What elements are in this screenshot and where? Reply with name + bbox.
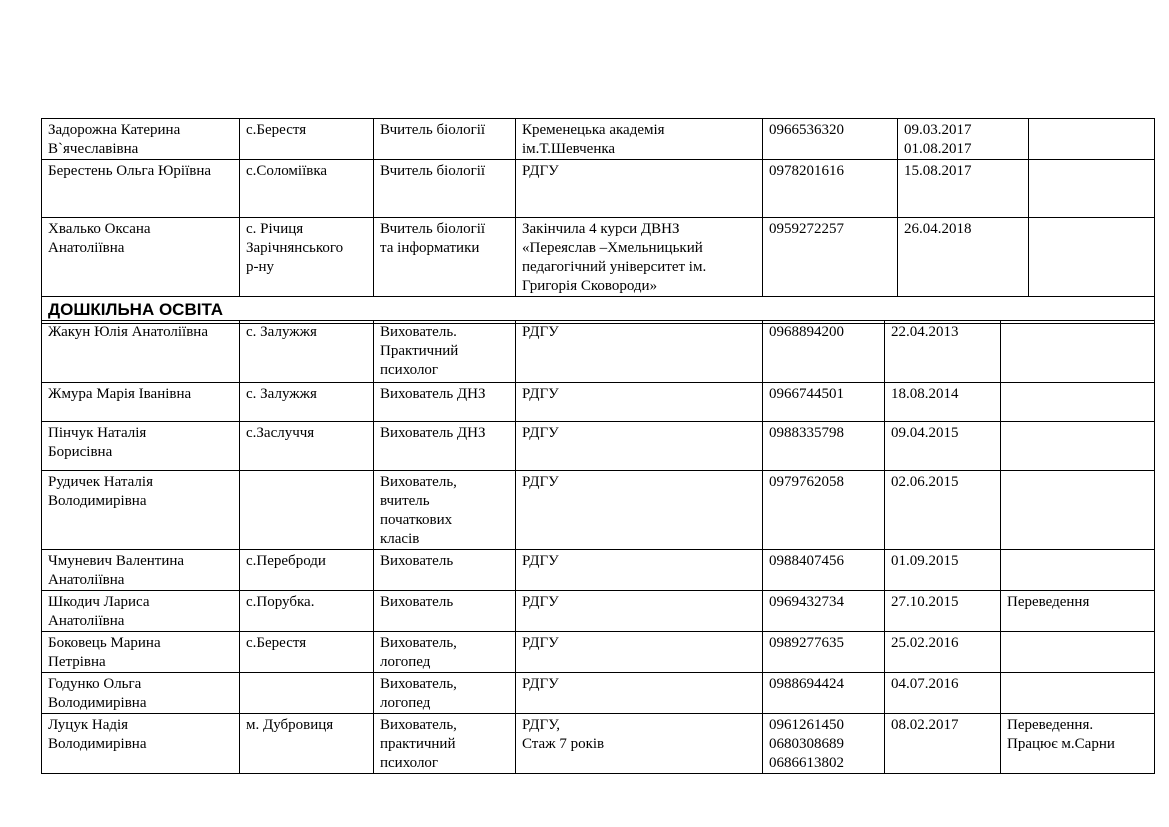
- table-cell: Вихователь, практичний психолог: [374, 714, 516, 774]
- table-cell: с. Річиця Зарічнянського р-ну: [240, 218, 374, 297]
- table-cell: [1001, 321, 1155, 383]
- table-cell: 0978201616: [763, 160, 898, 218]
- table-cell: Вчитель біології та інформатики: [374, 218, 516, 297]
- table-cell: Рудичек Наталія Володимирівна: [42, 471, 240, 550]
- table-cell: Пінчук Наталія Борисівна: [42, 422, 240, 471]
- table-cell: 0969432734: [763, 591, 885, 632]
- section-title: ДОШКІЛЬНА ОСВІТА: [42, 297, 1155, 324]
- table-cell: с. Залужжя: [240, 383, 374, 422]
- table-cell: 0988335798: [763, 422, 885, 471]
- table-cell: Вихователь, логопед: [374, 632, 516, 673]
- table-cell: Кременецька академія ім.Т.Шевченка: [516, 119, 763, 160]
- table-row: [42, 383, 1155, 422]
- table-cell: 25.02.2016: [885, 632, 1001, 673]
- table-cell: [1029, 218, 1155, 297]
- table-cell: 09.04.2015: [885, 422, 1001, 471]
- table-cell: с. Залужжя: [240, 321, 374, 383]
- table-cell: 0988694424: [763, 673, 885, 714]
- table-cell: Переведення: [1001, 591, 1155, 632]
- table-cell: Вихователь, вчитель початкових класів: [374, 471, 516, 550]
- table-cell: с.Берестя: [240, 632, 374, 673]
- table-cell: 0989277635: [763, 632, 885, 673]
- table-cell: 01.09.2015: [885, 550, 1001, 591]
- table-row: [42, 591, 1155, 632]
- table-row: [42, 422, 1155, 471]
- table-cell: 15.08.2017: [898, 160, 1029, 218]
- table-cell: 26.04.2018: [898, 218, 1029, 297]
- table-cell: РДГУ: [516, 632, 763, 673]
- table-cell: Луцук Надія Володимирівна: [42, 714, 240, 774]
- staff-table-top: [41, 118, 1155, 324]
- table-cell: Жакун Юлія Анатоліївна: [42, 321, 240, 383]
- table-cell: 27.10.2015: [885, 591, 1001, 632]
- table-cell: Вихователь, логопед: [374, 673, 516, 714]
- table-cell: Переведення. Працює м.Сарни: [1001, 714, 1155, 774]
- table-cell: 0979762058: [763, 471, 885, 550]
- table-cell: [240, 471, 374, 550]
- table-cell: с.Соломіївка: [240, 160, 374, 218]
- table-cell: Чмуневич Валентина Анатоліївна: [42, 550, 240, 591]
- table-row: [42, 321, 1155, 383]
- table-cell: Задорожна Катерина В`ячеславівна: [42, 119, 240, 160]
- table-cell: Вихователь. Практичний психолог: [374, 321, 516, 383]
- table-cell: 0968894200: [763, 321, 885, 383]
- table-cell: Вихователь ДНЗ: [374, 383, 516, 422]
- table-cell: 22.04.2013: [885, 321, 1001, 383]
- table-cell: 09.03.2017 01.08.2017: [898, 119, 1029, 160]
- table-row: [42, 632, 1155, 673]
- table-cell: [1029, 160, 1155, 218]
- table-cell: 18.08.2014: [885, 383, 1001, 422]
- table-cell: Вчитель біології: [374, 160, 516, 218]
- table-cell: 0959272257: [763, 218, 898, 297]
- table-cell: РДГУ: [516, 550, 763, 591]
- table-cell: РДГУ: [516, 321, 763, 383]
- table-cell: [1001, 471, 1155, 550]
- table-cell: 0988407456: [763, 550, 885, 591]
- staff-table-preschool: [41, 320, 1155, 774]
- table-cell: Вчитель біології: [374, 119, 516, 160]
- table-cell: Жмура Марія Іванівна: [42, 383, 240, 422]
- table-cell: 0966744501: [763, 383, 885, 422]
- table-cell: [1001, 383, 1155, 422]
- table-cell: м. Дубровиця: [240, 714, 374, 774]
- table-cell: Шкодич Лариса Анатоліївна: [42, 591, 240, 632]
- table-row: [42, 673, 1155, 714]
- table-row: [42, 550, 1155, 591]
- table-row: [42, 471, 1155, 550]
- table-cell: РДГУ: [516, 383, 763, 422]
- table-cell: Хвалько Оксана Анатоліївна: [42, 218, 240, 297]
- table-cell: с.Порубка.: [240, 591, 374, 632]
- table-cell: Вихователь ДНЗ: [374, 422, 516, 471]
- table-cell: с.Заслуччя: [240, 422, 374, 471]
- table-cell: с.Берестя: [240, 119, 374, 160]
- table-row: [42, 119, 1155, 160]
- table-row: [42, 218, 1155, 297]
- table-cell: Вихователь: [374, 550, 516, 591]
- table-cell: [1001, 422, 1155, 471]
- table-cell: [1029, 119, 1155, 160]
- table-cell: Боковець Марина Петрівна: [42, 632, 240, 673]
- table-cell: Берестень Ольга Юріївна: [42, 160, 240, 218]
- table-cell: РДГУ: [516, 591, 763, 632]
- table-cell: РДГУ: [516, 673, 763, 714]
- table-cell: Закінчила 4 курси ДВНЗ «Переяслав –Хмельницький педагогічний університет ім. Григорія Сковороди»: [516, 218, 763, 297]
- table-cell: 08.02.2017: [885, 714, 1001, 774]
- table-row: [42, 160, 1155, 218]
- table-cell: [1001, 632, 1155, 673]
- table-cell: РДГУ, Стаж 7 років: [516, 714, 763, 774]
- table-cell: РДГУ: [516, 471, 763, 550]
- table-cell: 0961261450 0680308689 0686613802: [763, 714, 885, 774]
- table-cell: с.Переброди: [240, 550, 374, 591]
- table-cell: 04.07.2016: [885, 673, 1001, 714]
- table-cell: [1001, 673, 1155, 714]
- table-cell: РДГУ: [516, 422, 763, 471]
- table-row: [42, 714, 1155, 774]
- table-cell: [1001, 550, 1155, 591]
- table-cell: 0966536320: [763, 119, 898, 160]
- table-cell: [240, 673, 374, 714]
- table-cell: РДГУ: [516, 160, 763, 218]
- table-cell: Вихователь: [374, 591, 516, 632]
- table-cell: 02.06.2015: [885, 471, 1001, 550]
- table-cell: Годунко Ольга Володимирівна: [42, 673, 240, 714]
